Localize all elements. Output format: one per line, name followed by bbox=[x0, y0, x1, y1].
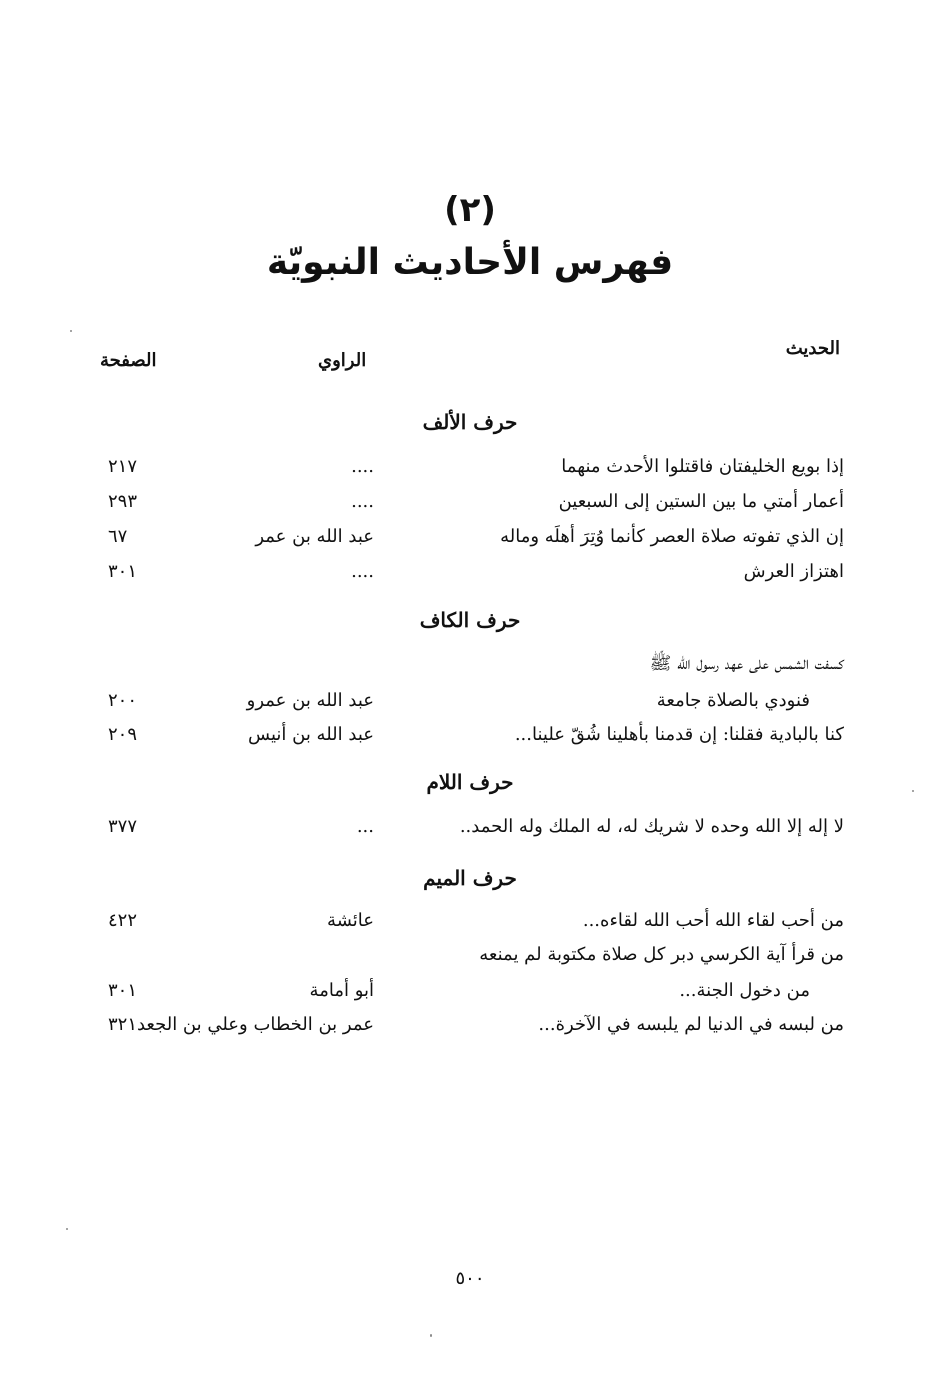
page-ref: ٣٧٧ bbox=[108, 816, 138, 837]
page-ref: ٢٩٣ bbox=[108, 491, 138, 512]
table-row bbox=[0, 980, 940, 1012]
table-row bbox=[0, 944, 940, 976]
table-row bbox=[0, 724, 940, 756]
table-row bbox=[0, 816, 940, 848]
narrator-name: ... bbox=[356, 816, 374, 837]
hadith-text: من دخول الجنة... bbox=[679, 980, 810, 1001]
column-header-hadith: الحديث bbox=[785, 338, 840, 359]
column-header-page: الصفحة bbox=[100, 350, 157, 371]
narrator-name: عمر بن الخطاب وعلي بن الجعد bbox=[136, 1014, 374, 1035]
narrator-name: عبد الله بن عمر bbox=[255, 526, 374, 547]
table-row bbox=[0, 561, 940, 593]
section-title-lam: حرف اللام bbox=[426, 770, 514, 794]
hadith-text: إذا بويع الخليفتان فاقتلوا الأحدث منهما bbox=[561, 456, 844, 477]
narrator-name: .... bbox=[351, 561, 374, 582]
hadith-text: فنودي بالصلاة جامعة bbox=[656, 690, 810, 711]
hadith-text: لا إله إلا الله وحده لا شريك له، له الملك وله الحمد.. bbox=[459, 816, 844, 837]
hadith-text: كسفت الشمس على عهد رسول الله ﷺ bbox=[649, 653, 844, 674]
narrator-name: عبد الله بن عمرو bbox=[246, 690, 374, 711]
table-row bbox=[0, 652, 940, 684]
hadith-text: من أحب لقاء الله أحب الله لقاءه... bbox=[582, 910, 844, 931]
page-ref: ٣٢١ bbox=[108, 1014, 138, 1035]
page-number: ٥٠٠ bbox=[455, 1268, 485, 1289]
scan-speck bbox=[66, 1228, 68, 1230]
scan-speck bbox=[912, 790, 914, 792]
section-title-kaf: حرف الكاف bbox=[419, 608, 521, 632]
narrator-name: .... bbox=[351, 491, 374, 512]
chapter-number: (٢) bbox=[444, 190, 496, 230]
table-row bbox=[0, 1014, 940, 1046]
page-ref: ٢٠٩ bbox=[108, 724, 138, 745]
table-row bbox=[0, 910, 940, 942]
narrator-name: .... bbox=[351, 456, 374, 477]
page-ref: ٤٢٢ bbox=[108, 910, 138, 931]
section-title-mim: حرف الميم bbox=[423, 866, 517, 890]
page-ref: ٢٠٠ bbox=[108, 690, 138, 711]
hadith-text: كنا بالبادية فقلنا: إن قدمنا بأهلينا شُقّ علينا... bbox=[514, 724, 844, 745]
hadith-text: من قرأ آية الكرسي دبر كل صلاة مكتوبة لم يمنعه bbox=[479, 944, 844, 965]
table-row bbox=[0, 526, 940, 558]
table-row bbox=[0, 690, 940, 722]
hadith-text: أعمار أمتي ما بين الستين إلى السبعين bbox=[558, 491, 844, 512]
narrator-name: عائشة bbox=[327, 910, 374, 931]
hadith-text: من لبسه في الدنيا لم يلبسه في الآخرة... bbox=[538, 1014, 844, 1035]
section-title-alif: حرف الألف bbox=[422, 410, 518, 434]
page-ref: ٣٠١ bbox=[108, 561, 138, 582]
scan-speck bbox=[430, 1334, 432, 1337]
hadith-text: اهتزاز العرش bbox=[743, 561, 844, 582]
page-ref: ٦٧ bbox=[108, 526, 128, 547]
narrator-name: أبو أمامة bbox=[309, 980, 374, 1001]
page-ref: ٢١٧ bbox=[108, 456, 138, 477]
narrator-name: عبد الله بن أنيس bbox=[248, 724, 374, 745]
chapter-title: فهرس الأحاديث النبويّة bbox=[266, 242, 674, 283]
page-ref: ٣٠١ bbox=[108, 980, 138, 1001]
table-row bbox=[0, 456, 940, 488]
hadith-text: إن الذي تفوته صلاة العصر كأنما وُتِرَ أهلَه وماله bbox=[500, 526, 844, 547]
column-header-narrator: الراوي bbox=[318, 350, 367, 371]
scan-speck bbox=[70, 330, 72, 332]
table-row bbox=[0, 491, 940, 523]
